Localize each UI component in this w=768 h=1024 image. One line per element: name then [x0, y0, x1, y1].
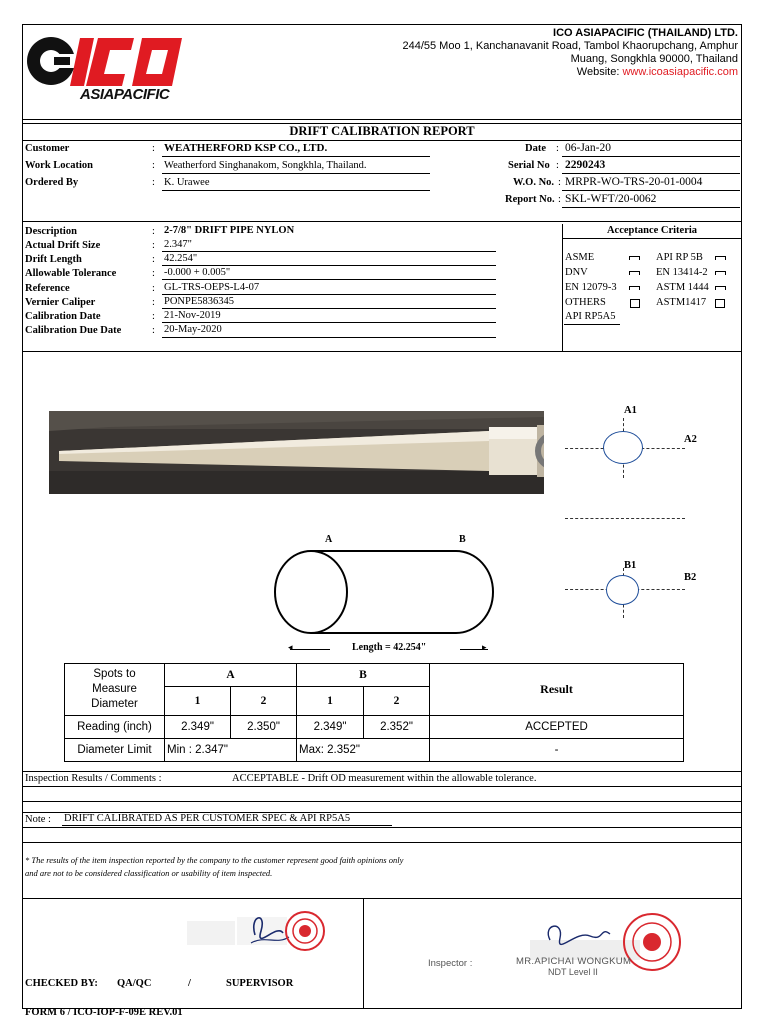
- length-dimension: [290, 641, 490, 655]
- colon: :: [152, 226, 155, 237]
- checked-by-label: CHECKED BY:: [25, 978, 98, 989]
- checkbox-astm1444[interactable]: [715, 286, 726, 290]
- divider: [22, 898, 742, 899]
- form-footer: FORM 6 / ICO-IOP-F-09E REV.01: [25, 1007, 183, 1018]
- table-row: [65, 739, 684, 762]
- spec-label: Allowable Tolerance: [25, 268, 117, 279]
- inspector-level: NDT Level II: [548, 967, 598, 977]
- criteria-api-rp5b: API RP 5B: [656, 252, 703, 263]
- underline: [62, 825, 392, 826]
- drift-cylinder-diagram: [272, 549, 496, 635]
- inspector-name: MR.APICHAI WONGKUM: [516, 956, 632, 967]
- logo-subtitle: ASIAPACIFIC: [80, 86, 170, 103]
- ordered-by-label: Ordered By: [25, 177, 79, 188]
- criteria-astm1417: ASTM1417: [656, 297, 707, 308]
- colon: :: [152, 268, 155, 279]
- checkbox-en13414[interactable]: [715, 271, 726, 275]
- underline: [162, 156, 430, 157]
- underline: [162, 308, 496, 309]
- spec-label: Calibration Due Date: [25, 325, 122, 336]
- divider: [22, 119, 742, 120]
- underline: [162, 265, 496, 266]
- spec-label: Reference: [25, 283, 70, 294]
- customer-label: Customer: [25, 143, 70, 154]
- colon: :: [558, 177, 561, 188]
- col-a-header: A: [165, 664, 297, 687]
- spot-number: 2: [364, 687, 430, 716]
- spec-value: -0.000 + 0.005": [164, 267, 231, 278]
- limit-max: Max: 2.352": [297, 739, 430, 762]
- label-a2: A2: [684, 434, 697, 445]
- spec-value: 20-May-2020: [164, 324, 222, 335]
- spec-value: GL-TRS-OEPS-L4-07: [164, 282, 260, 293]
- underline: [162, 337, 496, 338]
- comments-text: ACCEPTABLE - Drift OD measurement within the allowable tolerance.: [232, 773, 537, 784]
- checkbox-api-rp5b[interactable]: [715, 256, 726, 260]
- divider: [562, 224, 563, 351]
- measurement-table: [64, 663, 684, 762]
- company-address-2: Muang, Songkhla 90000, Thailand: [570, 53, 738, 65]
- underline: [162, 173, 430, 174]
- reading-label: Reading (inch): [65, 716, 165, 739]
- company-name: ICO ASIAPACIFIC (THAILAND) LTD.: [553, 27, 738, 39]
- divider: [363, 898, 364, 1008]
- work-location-label: Work Location: [25, 160, 93, 171]
- acceptance-title: Acceptance Criteria: [606, 225, 698, 236]
- arrow-right-icon: ▸: [482, 642, 487, 652]
- spec-label: Drift Length: [25, 254, 82, 265]
- report-no-value: SKL-WFT/20-0062: [565, 193, 657, 205]
- col-b-header: B: [297, 664, 430, 687]
- checkbox-dnv[interactable]: [629, 271, 640, 275]
- result-value: ACCEPTED: [430, 716, 684, 739]
- checkbox-en12079[interactable]: [629, 286, 640, 290]
- underline: [562, 156, 740, 157]
- disclaimer-line-1: * The results of the item inspection reported by the company to the customer represent good faith opinions only: [25, 855, 404, 865]
- divider: [22, 827, 742, 828]
- checkbox-others[interactable]: [630, 299, 640, 308]
- serial-label: Serial No: [508, 160, 550, 171]
- reading-value: 2.352": [364, 716, 430, 739]
- limit-label: Diameter Limit: [65, 739, 165, 762]
- wo-label: W.O. No.: [513, 177, 555, 188]
- table-row: [65, 664, 684, 687]
- colon: :: [152, 160, 155, 171]
- reading-value: 2.350": [231, 716, 297, 739]
- divider: [22, 351, 742, 352]
- colon: :: [558, 194, 561, 205]
- checkbox-astm1417[interactable]: [715, 299, 725, 308]
- spec-label: Description: [25, 226, 77, 237]
- reading-value: 2.349": [297, 716, 364, 739]
- note-label: Note :: [25, 814, 51, 825]
- wo-value: MRPR-WO-TRS-20-01-0004: [565, 176, 703, 188]
- spec-label: Calibration Date: [25, 311, 101, 322]
- colon: :: [556, 160, 559, 171]
- colon: :: [152, 311, 155, 322]
- criteria-api-rp5a5: API RP5A5: [565, 311, 616, 322]
- colon: :: [152, 177, 155, 188]
- work-location-value: Weatherford Singhanakom, Songkhla, Thailand.: [164, 160, 367, 171]
- inspector-label: Inspector :: [428, 958, 473, 969]
- arrow-left-icon: ◂: [288, 642, 293, 652]
- colon: :: [152, 297, 155, 308]
- qa-signature-stamp: [185, 905, 333, 957]
- spot-number: 1: [297, 687, 364, 716]
- length-label: Length = 42.254": [352, 642, 427, 653]
- underline: [162, 190, 430, 191]
- underline: [162, 279, 496, 280]
- criteria-asme: ASME: [565, 252, 595, 263]
- date-value: 06-Jan-20: [565, 142, 611, 154]
- result-header: Result: [430, 664, 684, 716]
- underline: [162, 294, 496, 295]
- underline: [162, 322, 496, 323]
- disclaimer-line-2: and are not to be considered classification or usability of item inspected.: [25, 868, 273, 878]
- underline: [564, 324, 620, 325]
- label-b1: B1: [624, 560, 637, 571]
- colon: :: [152, 254, 155, 265]
- spots-label-cell: Spots to Measure Diameter: [65, 664, 165, 716]
- customer-value: WEATHERFORD KSP CO., LTD.: [164, 142, 328, 154]
- underline: [562, 190, 740, 191]
- criteria-others: OTHERS: [565, 297, 606, 308]
- spec-value: 21-Nov-2019: [164, 310, 221, 321]
- company-website-row: [402, 66, 738, 79]
- divider: [22, 771, 742, 772]
- ordered-by-value: K. Urawee: [164, 177, 210, 188]
- colon: :: [152, 283, 155, 294]
- company-address-1: 244/55 Moo 1, Kanchanavanit Road, Tambol Khaorupchang, Amphur: [402, 40, 738, 52]
- limit-result: -: [430, 739, 684, 762]
- colon: :: [152, 240, 155, 251]
- serial-value: 2290243: [565, 159, 606, 171]
- colon: :: [152, 143, 155, 154]
- label-b: B: [459, 534, 466, 545]
- slash-label: /: [188, 978, 191, 989]
- underline: [562, 207, 740, 208]
- divider: [562, 238, 742, 239]
- criteria-en12079: EN 12079-3: [565, 282, 617, 293]
- criteria-en13414: EN 13414-2: [656, 267, 708, 278]
- axis-line: [565, 518, 685, 519]
- company-logo: [24, 30, 194, 110]
- divider: [22, 786, 742, 787]
- comments-label: Inspection Results / Comments :: [25, 773, 162, 784]
- spec-value: 2.347": [164, 239, 192, 250]
- reading-value: 2.349": [165, 716, 231, 739]
- section-b-circle: [606, 575, 639, 605]
- spec-label: Actual Drift Size: [25, 240, 101, 251]
- spec-value: 42.254": [164, 253, 198, 264]
- underline: [562, 173, 740, 174]
- limit-min: Min : 2.347": [165, 739, 297, 762]
- divider: [22, 842, 742, 843]
- criteria-dnv: DNV: [565, 267, 588, 278]
- drift-pipe-photo: [49, 411, 544, 494]
- label-b2: B2: [684, 572, 697, 583]
- report-no-label: Report No.: [505, 194, 555, 205]
- spec-value: 2-7/8" DRIFT PIPE NYLON: [164, 225, 295, 236]
- website-link[interactable]: www.icoasiapacific.com: [622, 66, 738, 78]
- divider: [22, 140, 742, 141]
- section-a-circle: [603, 431, 643, 464]
- spec-label: Vernier Caliper: [25, 297, 96, 308]
- date-label: Date: [525, 143, 546, 154]
- colon: :: [152, 325, 155, 336]
- report-title: DRIFT CALIBRATION REPORT: [289, 124, 475, 138]
- spot-number: 1: [165, 687, 231, 716]
- table-row: [65, 716, 684, 739]
- company-header: [402, 27, 738, 79]
- spot-number: 2: [231, 687, 297, 716]
- supervisor-label: SUPERVISOR: [226, 978, 294, 989]
- underline: [162, 251, 496, 252]
- website-label: Website:: [576, 66, 620, 78]
- label-a: A: [325, 534, 333, 545]
- colon: :: [556, 143, 559, 154]
- label-a1: A1: [624, 405, 637, 416]
- dimension-line: [290, 649, 330, 650]
- checkbox-asme[interactable]: [629, 256, 640, 260]
- divider: [22, 801, 742, 802]
- qa-qc-label: QA/QC: [117, 978, 152, 989]
- spec-value: PONPE5836345: [164, 296, 235, 307]
- divider: [22, 221, 742, 222]
- criteria-astm1444: ASTM 1444: [656, 282, 709, 293]
- note-text: DRIFT CALIBRATED AS PER CUSTOMER SPEC & API RP5A5: [64, 813, 351, 824]
